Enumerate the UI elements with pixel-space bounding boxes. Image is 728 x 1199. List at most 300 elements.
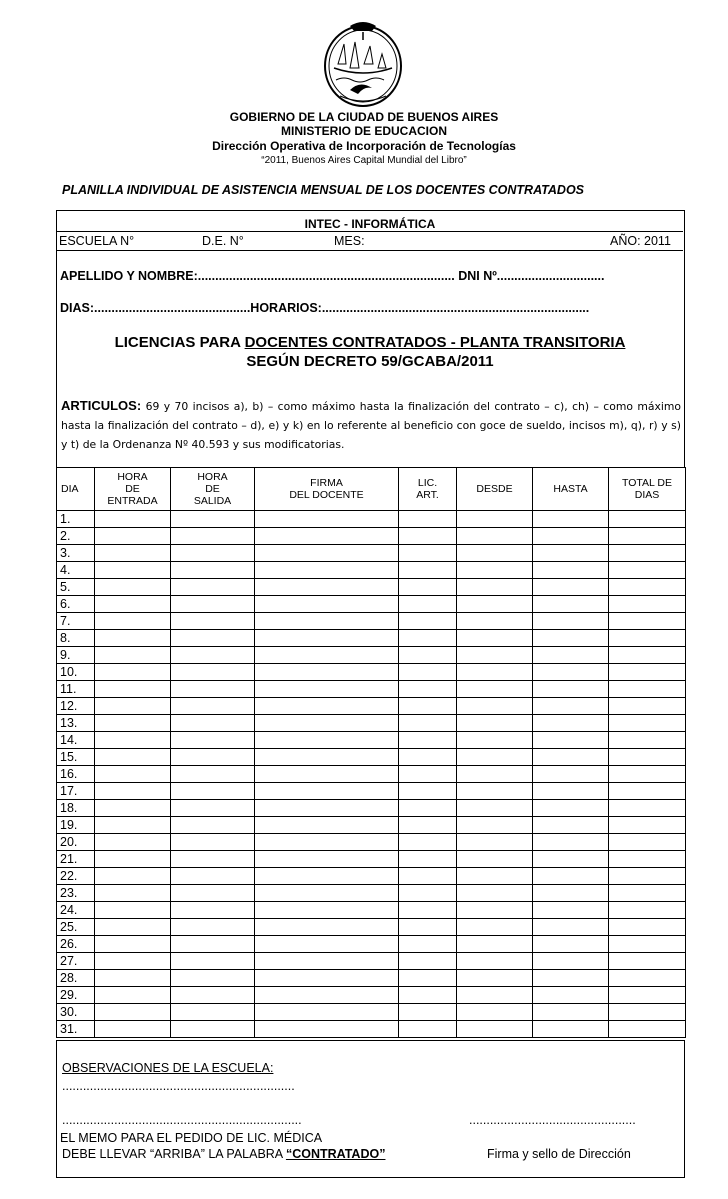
table-cell[interactable] [457,749,533,766]
table-row [57,970,686,987]
table-cell[interactable] [399,715,457,732]
table-row [57,783,686,800]
day-number: 30. [57,1004,95,1021]
table-cell[interactable] [609,851,686,868]
table-cell[interactable] [533,630,609,647]
table-cell[interactable] [171,732,255,749]
table-cell[interactable] [255,511,399,528]
table-cell[interactable] [609,766,686,783]
table-cell[interactable] [95,698,171,715]
table-cell[interactable] [609,698,686,715]
table-cell[interactable] [95,715,171,732]
table-cell[interactable] [95,834,171,851]
table-cell[interactable] [609,885,686,902]
table-cell[interactable] [457,528,533,545]
table-cell[interactable] [533,528,609,545]
table-cell[interactable] [399,613,457,630]
district-field[interactable]: D.E. N° [202,234,244,248]
table-cell[interactable] [533,970,609,987]
table-cell[interactable] [533,851,609,868]
table-cell[interactable] [399,1021,457,1038]
table-cell[interactable] [399,511,457,528]
table-cell[interactable] [95,681,171,698]
table-cell[interactable] [609,834,686,851]
table-cell[interactable] [609,868,686,885]
table-cell[interactable] [457,579,533,596]
table-cell[interactable] [171,579,255,596]
day-number: 19. [57,817,95,834]
table-cell[interactable] [171,1021,255,1038]
table-cell[interactable] [533,987,609,1004]
table-cell[interactable] [609,970,686,987]
table-cell[interactable] [95,766,171,783]
table-cell[interactable] [95,562,171,579]
table-cell[interactable] [609,647,686,664]
table-cell[interactable] [457,868,533,885]
table-cell[interactable] [171,783,255,800]
table-cell[interactable] [609,919,686,936]
table-cell[interactable] [399,970,457,987]
licenses-heading: LICENCIAS PARA DOCENTES CONTRATADOS - PLANTA TRANSITORIA [114,334,626,351]
table-cell[interactable] [171,987,255,1004]
table-cell[interactable] [609,800,686,817]
table-cell[interactable] [399,579,457,596]
table-cell[interactable] [609,613,686,630]
table-cell[interactable] [255,545,399,562]
name-dni-field[interactable]: APELLIDO Y NOMBRE:.......................................................................... DNI Nº............................... [60,269,605,283]
table-cell[interactable] [533,511,609,528]
table-cell[interactable] [171,851,255,868]
table-cell[interactable] [95,613,171,630]
table-cell[interactable] [399,919,457,936]
table-cell[interactable] [255,953,399,970]
table-row [57,698,686,715]
table-cell[interactable] [255,664,399,681]
table-cell[interactable] [95,1004,171,1021]
table-cell[interactable] [95,545,171,562]
table-cell[interactable] [457,545,533,562]
year-field[interactable]: AÑO: 2011 [610,234,671,248]
day-number: 3. [57,545,95,562]
direction-heading: Dirección Operativa de Incorporación de Tecnologías [212,139,516,153]
table-cell[interactable] [255,783,399,800]
table-cell[interactable] [399,902,457,919]
table-cell[interactable] [255,732,399,749]
table-cell[interactable] [457,817,533,834]
table-cell[interactable] [457,562,533,579]
table-cell[interactable] [399,766,457,783]
table-cell[interactable] [95,987,171,1004]
table-cell[interactable] [95,817,171,834]
table-cell[interactable] [255,902,399,919]
table-cell[interactable] [457,664,533,681]
table-cell[interactable] [609,936,686,953]
table-cell[interactable] [171,902,255,919]
observations-box [56,1040,685,1178]
table-cell[interactable] [255,766,399,783]
day-number: 31. [57,1021,95,1038]
table-cell[interactable] [95,936,171,953]
day-number: 12. [57,698,95,715]
table-cell[interactable] [457,1004,533,1021]
table-cell[interactable] [171,647,255,664]
table-cell[interactable] [457,783,533,800]
table-cell[interactable] [95,851,171,868]
day-number: 1. [57,511,95,528]
attendance-table [56,467,686,1038]
table-row [57,1004,686,1021]
table-cell[interactable] [255,885,399,902]
table-cell[interactable] [95,953,171,970]
table-cell[interactable] [95,783,171,800]
column-header: TOTAL DE DIAS [609,468,686,511]
table-row [57,596,686,613]
table-row [57,987,686,1004]
table-cell[interactable] [95,749,171,766]
table-cell[interactable] [399,1004,457,1021]
table-cell[interactable] [457,936,533,953]
table-cell[interactable] [457,851,533,868]
memo-line-2: DEBE LLEVAR “ARRIBA” LA PALABRA “CONTRATADO” [62,1147,386,1161]
table-cell[interactable] [399,885,457,902]
table-cell[interactable] [171,919,255,936]
table-cell[interactable] [533,562,609,579]
day-number: 23. [57,885,95,902]
day-number: 29. [57,987,95,1004]
table-cell[interactable] [533,868,609,885]
table-cell[interactable] [255,936,399,953]
motto-text: “2011, Buenos Aires Capital Mundial del Libro” [261,155,467,166]
table-cell[interactable] [609,511,686,528]
table-cell[interactable] [533,596,609,613]
table-cell[interactable] [533,766,609,783]
observations-line-1[interactable]: ................................................................... [62,1079,295,1093]
table-cell[interactable] [457,630,533,647]
table-cell[interactable] [171,715,255,732]
table-cell[interactable] [399,953,457,970]
table-cell[interactable] [255,970,399,987]
table-row [57,545,686,562]
table-cell[interactable] [399,630,457,647]
column-header: DESDE [457,468,533,511]
table-cell[interactable] [255,647,399,664]
table-row [57,936,686,953]
table-cell[interactable] [171,1004,255,1021]
table-cell[interactable] [95,1021,171,1038]
table-cell[interactable] [533,732,609,749]
table-cell[interactable] [255,987,399,1004]
table-cell[interactable] [533,783,609,800]
table-cell[interactable] [399,817,457,834]
table-cell[interactable] [399,681,457,698]
table-row [57,834,686,851]
table-cell[interactable] [533,936,609,953]
day-number: 9. [57,647,95,664]
table-cell[interactable] [457,715,533,732]
table-cell[interactable] [457,987,533,1004]
table-cell[interactable] [457,834,533,851]
table-cell[interactable] [533,698,609,715]
table-header-row [57,468,686,511]
table-cell[interactable] [399,562,457,579]
table-cell[interactable] [171,868,255,885]
table-cell[interactable] [609,545,686,562]
table-cell[interactable] [609,1004,686,1021]
ministry-heading: MINISTERIO DE EDUCACION [280,124,447,138]
table-cell[interactable] [609,596,686,613]
table-row [57,528,686,545]
table-cell[interactable] [95,664,171,681]
month-field[interactable]: MES: [334,234,365,248]
table-cell[interactable] [399,545,457,562]
table-cell[interactable] [171,613,255,630]
table-cell[interactable] [457,800,533,817]
table-cell[interactable] [171,800,255,817]
table-cell[interactable] [533,817,609,834]
table-cell[interactable] [399,834,457,851]
table-cell[interactable] [95,868,171,885]
signature-label: Firma y sello de Dirección [487,1147,631,1161]
table-row [57,613,686,630]
table-cell[interactable] [533,919,609,936]
city-coat-of-arms-icon [320,18,406,110]
table-row [57,868,686,885]
table-cell[interactable] [457,698,533,715]
table-cell[interactable] [609,732,686,749]
table-cell[interactable] [457,919,533,936]
day-number: 6. [57,596,95,613]
table-cell[interactable] [399,698,457,715]
table-cell[interactable] [609,528,686,545]
table-row [57,647,686,664]
table-cell[interactable] [399,936,457,953]
table-cell[interactable] [457,970,533,987]
table-cell[interactable] [255,1004,399,1021]
table-cell[interactable] [95,732,171,749]
day-number: 27. [57,953,95,970]
table-cell[interactable] [399,800,457,817]
column-header: LIC. ART. [399,468,457,511]
table-cell[interactable] [609,664,686,681]
table-cell[interactable] [171,766,255,783]
table-row [57,1021,686,1038]
table-cell[interactable] [457,511,533,528]
table-row [57,681,686,698]
table-cell[interactable] [457,885,533,902]
table-cell[interactable] [533,800,609,817]
table-cell[interactable] [533,664,609,681]
table-cell[interactable] [533,885,609,902]
day-number: 11. [57,681,95,698]
table-body [57,511,686,1038]
signature-line[interactable]: ................................................ [469,1113,636,1127]
table-cell[interactable] [457,681,533,698]
table-cell[interactable] [609,715,686,732]
table-cell[interactable] [533,613,609,630]
table-cell[interactable] [255,715,399,732]
table-cell[interactable] [255,919,399,936]
table-cell[interactable] [255,868,399,885]
table-cell[interactable] [171,545,255,562]
table-cell[interactable] [457,902,533,919]
table-row [57,902,686,919]
table-cell[interactable] [171,834,255,851]
articles-paragraph [61,396,681,454]
table-cell[interactable] [609,1021,686,1038]
table-cell[interactable] [171,953,255,970]
table-row [57,630,686,647]
table-cell[interactable] [533,579,609,596]
table-cell[interactable] [171,936,255,953]
table-cell[interactable] [533,1021,609,1038]
table-cell[interactable] [457,596,533,613]
table-cell[interactable] [255,579,399,596]
table-cell[interactable] [171,511,255,528]
memo-keyword: “CONTRATADO” [285,1147,386,1161]
licenses-heading-underlined: DOCENTES CONTRATADOS - PLANTA TRANSITORIA [244,334,626,351]
school-number-field[interactable]: ESCUELA N° [59,234,135,248]
table-cell[interactable] [399,749,457,766]
table-cell[interactable] [533,749,609,766]
day-number: 10. [57,664,95,681]
table-cell[interactable] [399,732,457,749]
table-cell[interactable] [609,749,686,766]
table-row [57,800,686,817]
day-number: 8. [57,630,95,647]
table-cell[interactable] [457,953,533,970]
table-cell[interactable] [171,528,255,545]
table-cell[interactable] [609,817,686,834]
table-cell[interactable] [399,664,457,681]
table-cell[interactable] [399,647,457,664]
table-row [57,715,686,732]
table-cell[interactable] [457,647,533,664]
table-cell[interactable] [171,698,255,715]
table-cell[interactable] [95,596,171,613]
day-number: 13. [57,715,95,732]
table-cell[interactable] [171,596,255,613]
table-cell[interactable] [609,953,686,970]
table-cell[interactable] [533,902,609,919]
table-cell[interactable] [171,817,255,834]
table-cell[interactable] [609,681,686,698]
table-cell[interactable] [95,528,171,545]
table-cell[interactable] [255,562,399,579]
table-cell[interactable] [457,732,533,749]
table-row [57,766,686,783]
table-cell[interactable] [255,749,399,766]
table-cell[interactable] [171,749,255,766]
day-number: 21. [57,851,95,868]
table-cell[interactable] [255,800,399,817]
table-cell[interactable] [171,970,255,987]
government-heading: GOBIERNO DE LA CIUDAD DE BUENOS AIRES [229,110,499,124]
day-number: 25. [57,919,95,936]
table-cell[interactable] [255,528,399,545]
days-schedule-field[interactable]: DIAS:.............................................HORARIOS:............................................................................. [60,301,590,315]
table-cell[interactable] [171,630,255,647]
table-cell[interactable] [171,562,255,579]
table-cell[interactable] [171,681,255,698]
column-header: FIRMA DEL DOCENTE [255,468,399,511]
table-cell[interactable] [533,1004,609,1021]
table-cell[interactable] [457,1021,533,1038]
day-number: 16. [57,766,95,783]
table-cell[interactable] [609,902,686,919]
table-cell[interactable] [255,613,399,630]
table-cell[interactable] [255,834,399,851]
table-cell[interactable] [95,970,171,987]
table-cell[interactable] [95,511,171,528]
school-row [57,231,683,251]
table-cell[interactable] [255,630,399,647]
table-cell[interactable] [95,800,171,817]
table-cell[interactable] [95,630,171,647]
table-cell[interactable] [609,562,686,579]
table-cell[interactable] [95,885,171,902]
day-number: 18. [57,800,95,817]
column-header: HORA DE ENTRADA [95,468,171,511]
table-cell[interactable] [255,596,399,613]
table-cell[interactable] [457,613,533,630]
column-header: HORA DE SALIDA [171,468,255,511]
day-number: 24. [57,902,95,919]
table-cell[interactable] [399,851,457,868]
table-cell[interactable] [171,664,255,681]
table-cell[interactable] [533,953,609,970]
day-number: 7. [57,613,95,630]
table-cell[interactable] [609,987,686,1004]
table-cell[interactable] [399,868,457,885]
teacher-info-box [56,210,685,468]
table-cell[interactable] [609,630,686,647]
table-cell[interactable] [533,715,609,732]
table-row [57,511,686,528]
table-cell[interactable] [95,647,171,664]
table-cell[interactable] [95,902,171,919]
table-row [57,953,686,970]
table-cell[interactable] [609,783,686,800]
table-cell[interactable] [255,851,399,868]
day-number: 5. [57,579,95,596]
table-cell[interactable] [609,579,686,596]
table-row [57,885,686,902]
column-header: DIA [57,468,95,511]
table-cell[interactable] [399,783,457,800]
column-header: HASTA [533,468,609,511]
table-cell[interactable] [255,681,399,698]
table-cell[interactable] [255,698,399,715]
table-cell[interactable] [399,596,457,613]
observations-title: OBSERVACIONES DE LA ESCUELA: [62,1061,274,1075]
table-cell[interactable] [95,919,171,936]
day-number: 22. [57,868,95,885]
table-cell[interactable] [255,1021,399,1038]
table-row [57,562,686,579]
table-cell[interactable] [171,885,255,902]
table-cell[interactable] [399,987,457,1004]
table-cell[interactable] [457,766,533,783]
observations-line-2[interactable]: ..................................................................... [62,1113,302,1127]
table-cell[interactable] [255,817,399,834]
table-cell[interactable] [533,545,609,562]
table-cell[interactable] [533,681,609,698]
table-cell[interactable] [95,579,171,596]
table-cell[interactable] [399,528,457,545]
table-cell[interactable] [533,647,609,664]
day-number: 17. [57,783,95,800]
table-cell[interactable] [533,834,609,851]
